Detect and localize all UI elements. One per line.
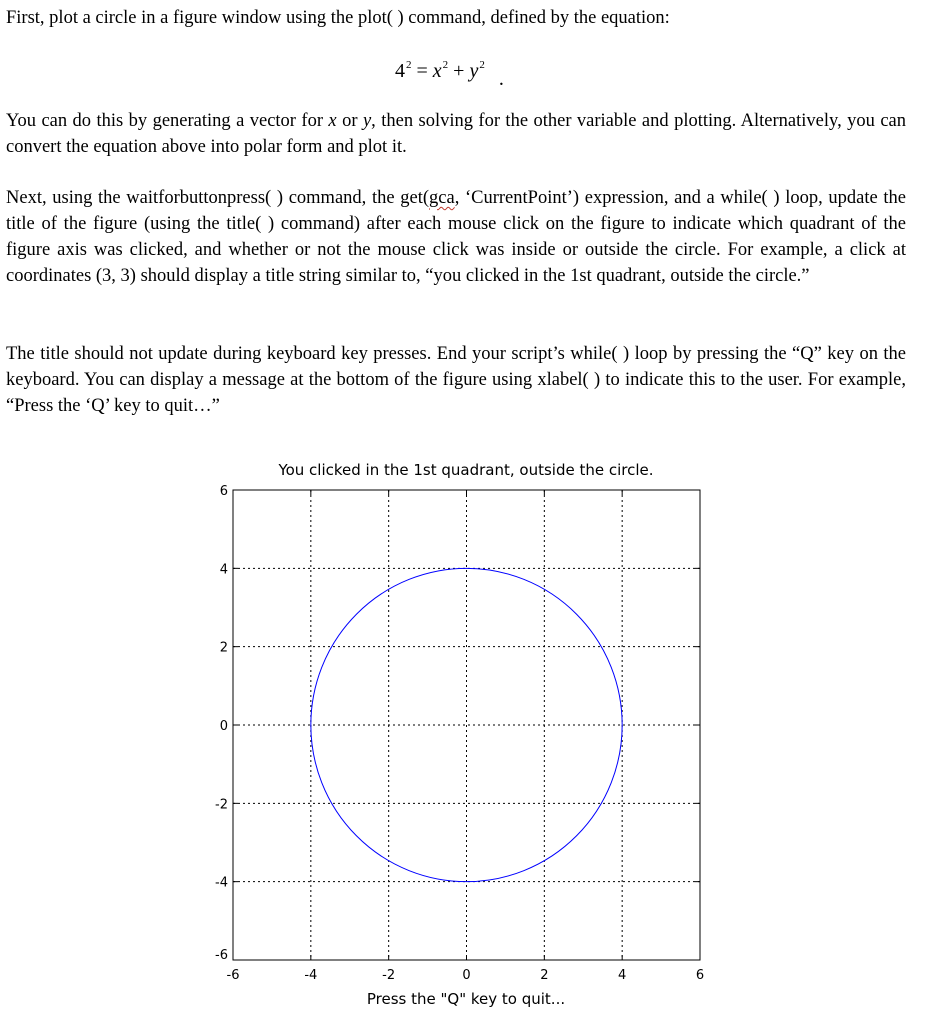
eq-exp1: 2 <box>406 59 412 71</box>
y-tick-label: 2 <box>219 640 228 656</box>
paragraph-instructions <box>6 185 906 289</box>
para2-x: x <box>328 111 337 131</box>
eq-exp2: 2 <box>442 59 449 71</box>
x-tick-label: 2 <box>540 968 549 983</box>
eq-plus: + <box>448 60 470 82</box>
y-tick-label: 4 <box>219 562 228 578</box>
paragraph-quit: The title should not update during keyboard key presses. End your script’s while( ) loop by pressing the “Q” key on the keyboard. You can display a message at the bottom of the figure using xlabel( ) to indicate this to the user. For example, “Press the ‘Q’ key to quit…” <box>6 344 906 416</box>
para2-text-a: You can do this by generating a vector for <box>6 111 329 131</box>
circle-equation <box>395 52 504 90</box>
para3-text-a: Next, using the waitforbuttonpress( ) command, the get( <box>6 188 429 208</box>
para3-text-b: , ‘CurrentPoint’) expression, and a while( ) loop, update the title of the figure (using the title( ) command) after each mouse click on the figure to indicate which quadrant of the figure axis was clicked, and whether or not the mouse click was inside or outside the circle. For example, a click at coordinates (3, 3) should display a title string similar to, “you clicked in the 1st quadrant, outside the circle.” <box>6 188 906 286</box>
x-tick-label: 6 <box>695 968 705 983</box>
x-axis-label: Press the "Q" key to quit... <box>366 990 566 1008</box>
y-tick-label: 6 <box>219 484 228 499</box>
eq-y: y <box>469 60 479 82</box>
x-tick-label: -4 <box>304 968 318 983</box>
y-tick-label: -2 <box>215 797 228 813</box>
para2-y: y <box>362 111 372 131</box>
x-tick-label: -2 <box>382 968 396 983</box>
y-tick-label: 0 <box>219 719 228 734</box>
y-tick-label: -4 <box>215 875 228 891</box>
eq-period: . <box>498 68 504 90</box>
x-tick-label: 0 <box>462 968 471 983</box>
eq-exp3: 2 <box>479 59 485 71</box>
eq-x: x <box>432 60 442 82</box>
para2-text-b: , then solving for the other variable and plotting. Alternatively, you can convert the equation above into polar form and plot it. <box>6 111 906 157</box>
chart-title: You clicked in the 1st quadrant, outside the circle. <box>278 461 654 479</box>
eq-equals: = <box>411 60 433 82</box>
gca-spellcheck-word: gca <box>429 188 455 208</box>
figure-background <box>190 455 730 1015</box>
y-tick-label: -6 <box>215 948 228 963</box>
x-tick-label: 4 <box>618 968 627 983</box>
paragraph-vector <box>6 108 906 160</box>
x-tick-label: -6 <box>226 968 240 983</box>
matlab-figure[interactable] <box>190 455 730 1015</box>
para2-or: or <box>336 111 363 131</box>
intro-line: First, plot a circle in a figure window using the plot( ) command, defined by the equation: <box>6 8 670 28</box>
eq-base: 4 <box>395 60 405 82</box>
